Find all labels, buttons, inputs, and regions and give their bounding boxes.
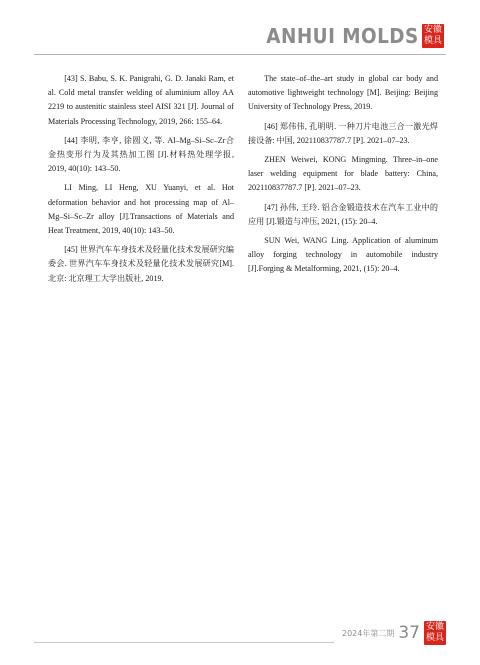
footer-divider: [34, 642, 334, 643]
header-divider: [34, 54, 446, 55]
journal-logo: [253, 24, 444, 48]
reference-46: [46] 郑伟伟, 孔明明. 一种刀片电池三合一激光焊接设备: 中国, 202110837787.7 [P]. 2021–07–23.: [248, 121, 438, 145]
logo-badge: [422, 24, 444, 48]
logo-badge-line1: 安徽: [423, 25, 442, 35]
reference-47-english: SUN Wei, WANG Ling. Application of aluminum alloy forging technology in automobile industry [J].Forging & Metalforming, 2021, (15): 20–4.: [248, 236, 438, 274]
right-column: [248, 72, 438, 282]
logo-badge-line2: 模具: [423, 36, 442, 46]
reference-46-english: ZHEN Weiwei, KONG Mingming. Three–in–one laser welding equipment for blade battery: China, 202110837787.7 [P]. 2021–07–23.: [248, 155, 438, 193]
reference-44-english: LI Ming, LI Heng, XU Yuanyi, et al. Hot deformation behavior and hot processing map of Al–Mg–Si–Sc–Zr alloy [J].Transactions of Materials and Heat Treatment, 2019, 40(10): 143–50.: [48, 183, 234, 236]
footer-badge-line1: 安徽: [425, 622, 444, 632]
left-column: [48, 72, 234, 291]
page-number: 37: [398, 623, 420, 643]
reference-45-english: The state–of–the–art study in global car body and automotive lightweight technology [M]. Beijing: Beijing University of Technology Press, 2019.: [248, 74, 438, 112]
logo-text: ANHUI MOLDS: [266, 24, 419, 48]
page-footer: [342, 621, 446, 645]
reference-45: [45] 世界汽车车身技术及轻量化技术发展研究编委会. 世界汽车车身技术及轻量化技术发展研究[M]. 北京: 北京理工大学出版社, 2019.: [48, 245, 234, 283]
footer-badge-line2: 模具: [425, 633, 444, 643]
reference-43: [43] S. Babu, S. K. Panigrahi, G. D. Janaki Ram, et al. Cold metal transfer welding of aluminium alloy AA 2219 to austenitic stainless steel AISI 321 [J]. Journal of Materials Processing Technology, 2019, 266: 155–64.: [48, 74, 234, 126]
reference-44: [44] 李明, 李亨, 徐圆义, 等. Al–Mg–Si–Sc–Zr合金热变形行为及其热加工图 [J].材料热处理学报, 2019, 40(10): 143–50.: [48, 135, 234, 174]
footer-logo-badge: [424, 621, 446, 645]
reference-47: [47] 孙伟, 王玲. 铝合金锻造技术在汽车工业中的应用 [J].锻造与冲压, 2021, (15): 20–4.: [248, 202, 438, 226]
issue-label: 2024年第二期: [342, 628, 395, 638]
